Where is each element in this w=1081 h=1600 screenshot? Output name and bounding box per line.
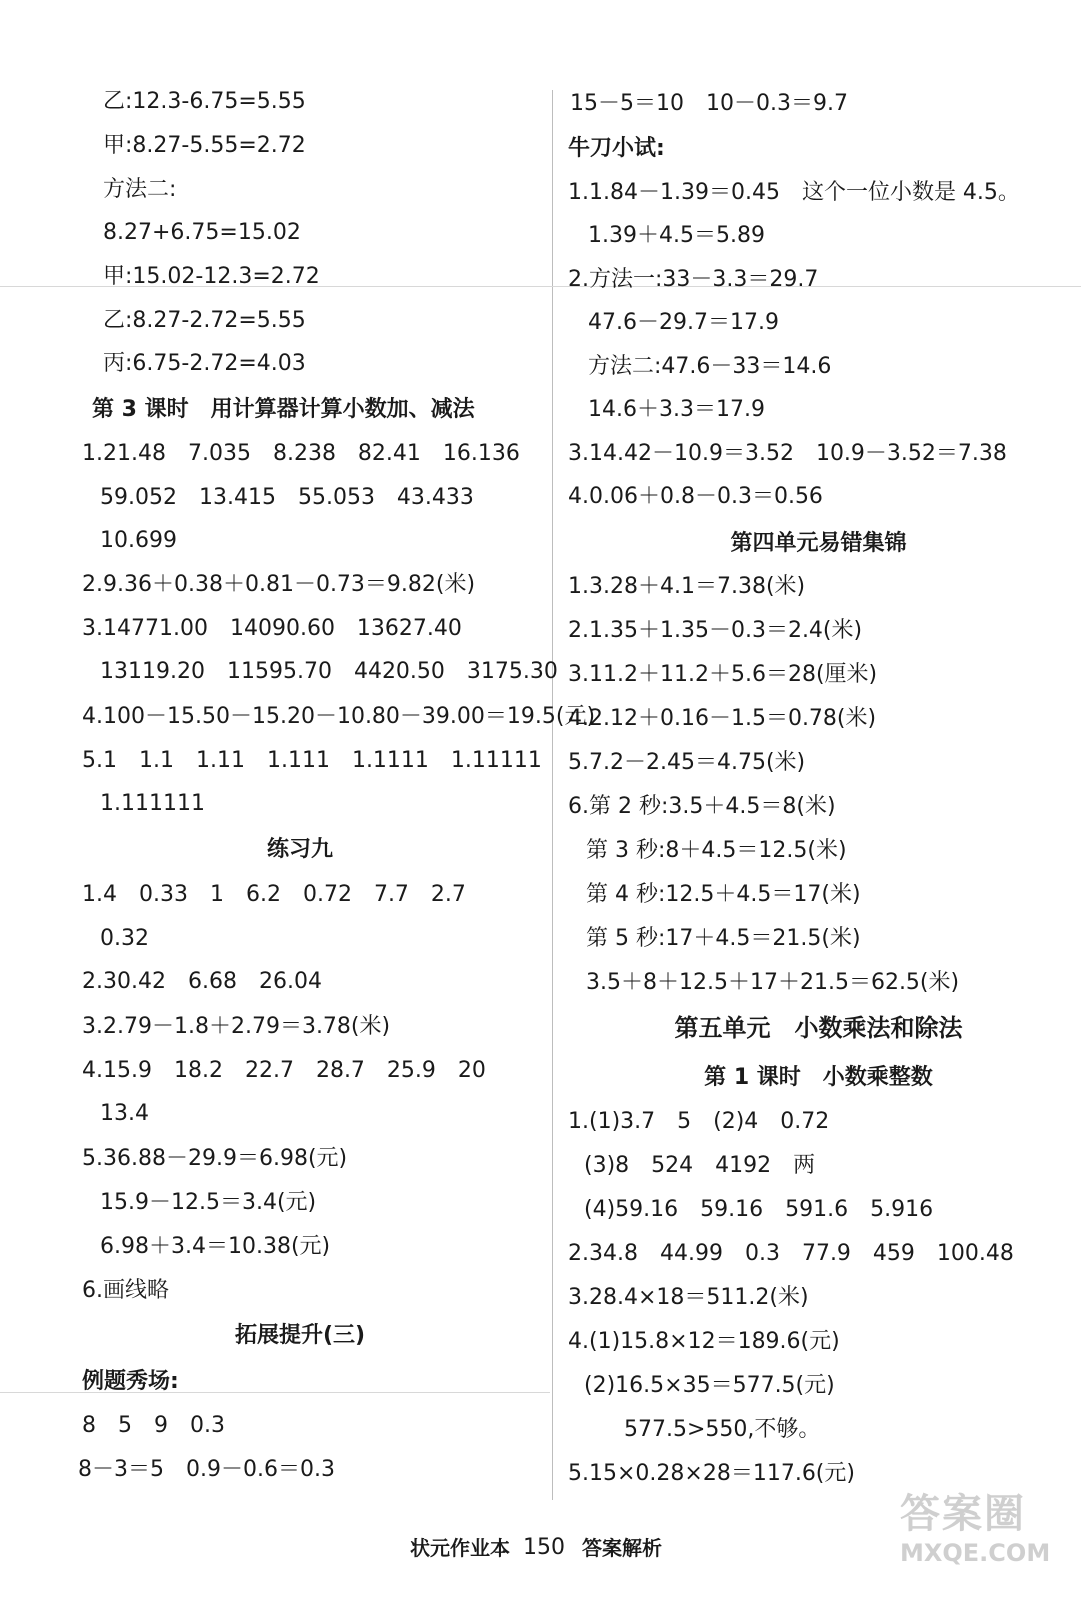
answer-line: 13119.20 11595.70 4420.50 3175.30 (100, 659, 558, 684)
answer-line: 4.(1)15.8×12＝189.6(元) (568, 1329, 840, 1354)
answer-line: 1.21.48 7.035 8.238 82.41 16.136 (82, 441, 520, 466)
section-heading: 第 1 课时 小数乘整数 (704, 1065, 933, 1090)
answer-line: 1.111111 (100, 791, 205, 816)
section-heading: 拓展提升(三) (234, 1323, 366, 1348)
answer-line: 4.0.06＋0.8－0.3＝0.56 (568, 484, 823, 509)
answer-line: 3.11.2＋11.2＋5.6＝28(厘米) (568, 662, 878, 687)
answer-line: 1.1.84－1.39＝0.45 这个一位小数是 4.5。 (568, 180, 1020, 205)
answer-line: 4.100－15.50－15.20－10.80－39.00＝19.5(元) (82, 704, 596, 729)
answer-line: 3.2.79－1.8＋2.79＝3.78(米) (82, 1014, 391, 1039)
subsection-label: 例题秀场: (82, 1369, 179, 1394)
answer-line: 3.14.42－10.9＝3.52 10.9－3.52＝7.38 (568, 441, 1007, 466)
answer-line: 8－3＝5 0.9－0.6＝0.3 (78, 1457, 335, 1482)
section-heading: 练习九 (266, 837, 333, 862)
answer-line: 59.052 13.415 55.053 43.433 (100, 485, 474, 510)
answer-line: (2)16.5×35＝577.5(元) (584, 1373, 835, 1398)
answer-line: 1.39＋4.5＝5.89 (588, 223, 765, 248)
answer-line: 14.6＋3.3＝17.9 (588, 397, 765, 422)
answer-line: 13.4 (100, 1101, 149, 1126)
answer-line: 5.36.88－29.9＝6.98(元) (82, 1146, 348, 1171)
watermark-logo-text: 答案圈 (900, 1491, 1026, 1537)
book-title: 状元作业本 (410, 1536, 510, 1560)
answer-line: 1.3.28＋4.1＝7.38(米) (568, 574, 806, 599)
answer-line: 2.方法一:33－3.3＝29.7 (568, 267, 819, 292)
answer-line: 乙:8.27-2.72=5.55 (103, 308, 306, 333)
answer-line: 3.28.4×18＝511.2(米) (568, 1285, 809, 1310)
answer-line: 47.6－29.7＝17.9 (588, 310, 779, 335)
answer-line: 2.1.35＋1.35－0.3＝2.4(米) (568, 618, 863, 643)
answer-line: 6.第 2 秒:3.5＋4.5＝8(米) (568, 794, 836, 819)
watermark (900, 1490, 1070, 1590)
answer-line: 10.699 (100, 528, 177, 553)
answer-line: 5.7.2－2.45＝4.75(米) (568, 750, 806, 775)
answer-line: 15－5＝10 10－0.3＝9.7 (570, 91, 848, 116)
answer-line: 4.15.9 18.2 22.7 28.7 25.9 20 (82, 1058, 486, 1083)
answer-line: 8 5 9 0.3 (82, 1413, 225, 1438)
answer-line: 3.5＋8＋12.5＋17＋21.5＝62.5(米) (586, 970, 960, 995)
answer-line: 第 4 秒:12.5＋4.5＝17(米) (586, 882, 861, 907)
answer-line: (3)8 524 4192 两 (584, 1153, 816, 1178)
answer-line: 5.15×0.28×28＝117.6(元) (568, 1461, 855, 1486)
section-heading: 第四单元易错集锦 (730, 531, 907, 556)
answer-line: 8.27+6.75=15.02 (103, 220, 301, 245)
answer-line: 15.9－12.5＝3.4(元) (100, 1190, 317, 1215)
answer-line: 1.4 0.33 1 6.2 0.72 7.7 2.7 (82, 882, 466, 907)
answer-line: 5.1 1.1 1.11 1.111 1.1111 1.11111 (82, 748, 542, 773)
answer-line: 3.14771.00 14090.60 13627.40 (82, 616, 462, 641)
answer-line: 第 5 秒:17＋4.5＝21.5(米) (586, 926, 861, 951)
answer-line: 方法二: (103, 177, 177, 202)
watermark-url: MXQE.COM (900, 1539, 1051, 1567)
answer-line: 577.5>550,不够。 (624, 1417, 821, 1442)
answer-line: 甲:15.02-12.3=2.72 (103, 264, 320, 289)
answer-line: 丙:6.75-2.72=4.03 (103, 351, 306, 376)
answer-line: 乙:12.3-6.75=5.55 (103, 89, 306, 114)
column-divider (552, 90, 553, 1500)
answer-line: 1.(1)3.7 5 (2)4 0.72 (568, 1109, 830, 1134)
subsection-label: 牛刀小试: (568, 136, 665, 161)
unit-heading: 第五单元 小数乘法和除法 (674, 1014, 963, 1042)
answer-line: 甲:8.27-5.55=2.72 (103, 133, 306, 158)
answer-line: 2.34.8 44.99 0.3 77.9 459 100.48 (568, 1241, 1014, 1266)
answer-line: 2.9.36＋0.38＋0.81－0.73＝9.82(米) (82, 572, 476, 597)
answer-line: 2.30.42 6.68 26.04 (82, 969, 322, 994)
answer-line: 第 3 秒:8＋4.5＝12.5(米) (586, 838, 847, 863)
answer-line: 0.32 (100, 926, 149, 951)
section-title: 答案解析 (582, 1536, 662, 1560)
answer-line: 6.98＋3.4＝10.38(元) (100, 1234, 331, 1259)
page-number: 150 (523, 1535, 565, 1560)
answer-line: 6.画线略 (82, 1278, 169, 1303)
answer-line: 方法二:47.6－33＝14.6 (588, 354, 832, 379)
answer-line: (4)59.16 59.16 591.6 5.916 (584, 1197, 934, 1222)
section-heading: 第 3 课时 用计算器计算小数加、减法 (92, 397, 475, 422)
answer-line: 4.2.12＋0.16－1.5＝0.78(米) (568, 706, 877, 731)
